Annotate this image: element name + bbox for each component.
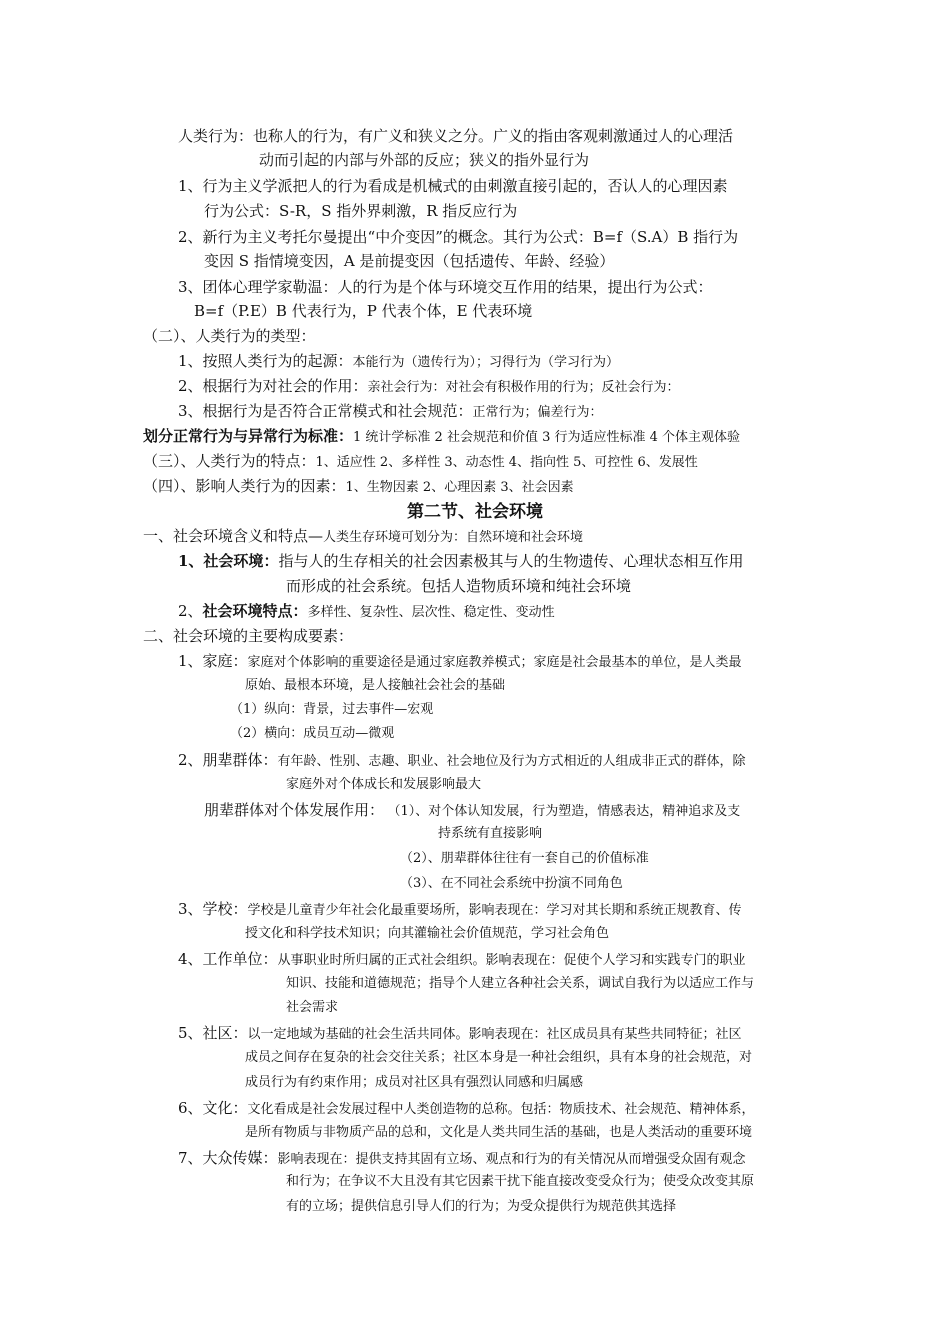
- heading-behavior-types: （二）、人类行为的类型：: [143, 327, 316, 345]
- peer-effect-line-2: 持系统有直接影响: [438, 826, 543, 841]
- env-meaning-line: [143, 524, 583, 550]
- type-label-2: 2、根据行为对社会的作用：: [178, 377, 368, 395]
- standard-label: 划分正常行为与异常行为标准：: [143, 427, 354, 445]
- peer-effect-item-1: （1）、对个体认知发展，行为塑造，情感表达，精神追求及支: [394, 804, 741, 819]
- type-value-1: 本能行为（遗传行为）；习得行为（学习行为）: [352, 355, 620, 370]
- neo-behaviorism-line-2: 变因 S 指情境变因，A 是前提变因（包括遗传、年龄、经验）: [204, 252, 615, 270]
- heading-env-elements: 二、社会环境的主要构成要素：: [143, 627, 354, 645]
- culture-line-2: 是所有物质与非物质产品的总和，文化是人类共同生活的基础，也是人类活动的重要环境: [245, 1125, 753, 1140]
- media-label: 7、大众传媒：: [178, 1149, 278, 1167]
- factors-value: 1、生物因素 2、心理因素 3、社会因素: [345, 480, 574, 495]
- family-line-2: 原始、最根本环境，是人接触社会社会的基础: [245, 678, 506, 693]
- work-line-3: 社会需求: [286, 1000, 339, 1015]
- media-value: 影响表现在：提供支持其固有立场、观点和行为的有关情况从而增强受众固有观念: [277, 1152, 746, 1167]
- community-label: 5、社区：: [178, 1024, 248, 1042]
- family-line-1: [178, 649, 742, 675]
- school-label: 3、学校：: [178, 900, 248, 918]
- env-meaning-value: 人类生存环境可划分为：自然环境和社会环境: [323, 530, 584, 545]
- school-line-2: 授文化和科学技术知识；向其灌输社会价值规范，学习社会角色: [245, 926, 610, 941]
- features-line: [143, 449, 698, 475]
- type-value-2: 亲社会行为：对社会有积极作用的行为；反社会行为：: [367, 380, 680, 395]
- factors-line: [143, 474, 574, 500]
- work-label: 4、工作单位：: [178, 950, 278, 968]
- culture-label: 6、文化：: [178, 1099, 248, 1117]
- social-env-value: 指与人的生存相关的社会因素极其与人的生物遗传、心理状态相互作用: [278, 552, 744, 570]
- env-features-label: 社会环境特点：: [202, 602, 308, 620]
- peer-effect-line-1: [204, 798, 740, 824]
- peer-line-1: [178, 748, 746, 774]
- section-title: 第二节、社会环境: [407, 502, 543, 522]
- culture-line-1: [178, 1096, 755, 1122]
- peer-effect-item-3: （3）、在不同社会系统中扮演不同角色: [400, 876, 623, 891]
- peer-value: 有年龄、性别、志趣、职业、社会地位及行为方式相近的人组成非正式的群体，除: [277, 754, 746, 769]
- type-line-3: [178, 399, 603, 425]
- lewin-line-2: B=f（P.E）B 代表行为，P 代表个体，E 代表环境: [194, 302, 533, 320]
- media-line-1: [178, 1146, 746, 1172]
- type-line-2: [178, 374, 680, 400]
- school-value: 学校是儿童青少年社会化最重要场所，影响表现在：学习对其长期和系统正规教育、传: [247, 903, 742, 918]
- type-value-3: 正常行为；偏差行为：: [472, 405, 603, 420]
- media-line-3: 有的立场；提供信息引导人们的行为；为受众提供行为规范供其选择: [286, 1199, 677, 1214]
- definition-line-2: 动而引起的内部与外部的反应；狭义的指外显行为: [259, 151, 590, 169]
- definition-line-1: 人类行为：也称人的行为，有广义和狭义之分。广义的指由客观刺激通过人的心理活: [178, 127, 734, 145]
- work-line-1: [178, 947, 746, 973]
- behaviorism-line: 1、行为主义学派把人的行为看成是机械式的由刺激直接引起的，否认人的心理因素: [178, 177, 728, 195]
- work-value: 从事职业时所归属的正式社会组织。影响表现在：促使个人学习和实践专门的职业: [277, 953, 746, 968]
- type-line-1: [178, 349, 619, 375]
- standard-line: [143, 424, 740, 450]
- lewin-line-1: 3、团体心理学家勒温：人的行为是个体与环境交互作用的结果，提出行为公式：: [178, 278, 713, 296]
- culture-value: 文化看成是社会发展过程中人类创造物的总称。包括：物质技术、社会规范、精神体系，: [247, 1102, 755, 1117]
- peer-effect-label: 朋辈群体对个体发展作用：: [204, 801, 385, 819]
- features-value: 1、适应性 2、多样性 3、动态性 4、指向性 5、可控性 6、发展性: [315, 455, 698, 470]
- type-label-1: 1、按照人类行为的起源：: [178, 352, 353, 370]
- standard-value: 1 统计学标准 2 社会规范和价值 3 行为适应性标准 4 个体主观体验: [353, 430, 741, 445]
- type-label-3: 3、根据行为是否符合正常模式和社会规范：: [178, 402, 473, 420]
- behaviorism-formula: 行为公式：S-R，S 指外界刺激，R 指反应行为: [204, 202, 518, 220]
- community-line-3: 成员行为有约束作用；成员对社区具有强烈认同感和归属感: [245, 1075, 584, 1090]
- social-env-label: 1、社会环境：: [178, 552, 279, 570]
- community-line-2: 成员之间存在复杂的社会交往关系；社区本身是一种社会组织，具有本身的社会规范，对: [245, 1050, 753, 1065]
- peer-effect-item-2: （2）、朋辈群体往往有一套自己的价值标准: [400, 851, 649, 866]
- env-features-num: 2、: [178, 602, 203, 620]
- family-vertical: （1）纵向：背景，过去事件—宏观: [230, 702, 434, 717]
- social-env-line-2: 而形成的社会系统。包括人造物质环境和纯社会环境: [286, 577, 632, 595]
- school-line-1: [178, 897, 742, 923]
- env-features-value: 多样性、复杂性、层次性、稳定性、变动性: [307, 605, 555, 620]
- work-line-2: 知识、技能和道德规范；指导个人建立各种社会关系，调试自我行为以适应工作与: [286, 976, 755, 991]
- community-value: 以一定地域为基础的社会生活共同体。影响表现在：社区成员具有某些共同特征；社区: [247, 1027, 742, 1042]
- media-line-2: 和行为；在争议不大且没有其它因素干扰下能直接改变受众行为；使受众改变其原: [286, 1174, 755, 1189]
- family-horizontal: （2）横向：成员互动—微观: [230, 726, 395, 741]
- peer-line-2: 家庭外对个体成长和发展影响最大: [286, 777, 482, 792]
- community-line-1: [178, 1021, 742, 1047]
- social-env-line-1: [178, 549, 743, 573]
- neo-behaviorism-line-1: 2、新行为主义考托尔曼提出“中介变因”的概念。其行为公式：B=f（S.A）B 指行为: [178, 228, 739, 246]
- factors-label: （四）、影响人类行为的因素：: [143, 477, 346, 495]
- env-meaning-label: 一、社会环境含义和特点—: [143, 527, 324, 545]
- peer-label: 2、朋辈群体：: [178, 751, 278, 769]
- family-label: 1、家庭：: [178, 652, 248, 670]
- features-label: （三）、人类行为的特点：: [143, 452, 316, 470]
- family-value: 家庭对个体影响的重要途径是通过家庭教养模式；家庭是社会最基本的单位，是人类最: [247, 655, 742, 670]
- env-features-line: [178, 599, 555, 625]
